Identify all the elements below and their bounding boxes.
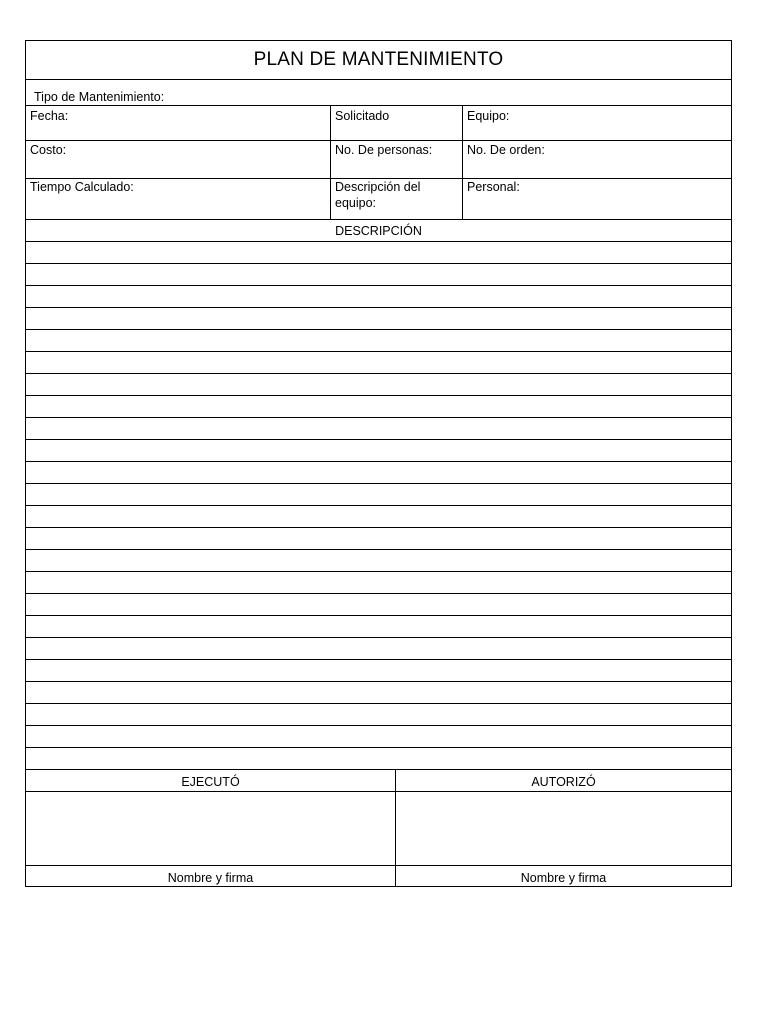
- ejecuto-label: EJECUTÓ: [181, 774, 240, 789]
- orden-field[interactable]: [463, 141, 731, 178]
- descripcion-equipo-label: Descripción del equipo:: [335, 180, 421, 210]
- description-line[interactable]: [25, 439, 732, 461]
- descripcion-equipo-field[interactable]: [331, 179, 463, 219]
- description-line[interactable]: [25, 461, 732, 483]
- tiempo-field[interactable]: [26, 179, 331, 219]
- autorizo-signature-box[interactable]: [396, 792, 731, 865]
- equipo-field[interactable]: [463, 106, 731, 140]
- description-line[interactable]: [25, 527, 732, 549]
- maintenance-plan-form: [25, 40, 732, 887]
- ejecuto-header: [26, 770, 396, 791]
- description-line[interactable]: [25, 681, 732, 703]
- description-line[interactable]: [25, 263, 732, 285]
- autorizo-footer: [396, 866, 731, 886]
- description-line[interactable]: [25, 417, 732, 439]
- description-line[interactable]: [25, 241, 732, 263]
- personas-field[interactable]: [331, 141, 463, 178]
- info-row-2: [25, 140, 732, 178]
- description-line[interactable]: [25, 351, 732, 373]
- fecha-field[interactable]: [26, 106, 331, 140]
- info-row-1: [25, 105, 732, 140]
- solicitado-field[interactable]: [331, 106, 463, 140]
- description-line[interactable]: [25, 373, 732, 395]
- maintenance-type-row: [25, 79, 732, 105]
- costo-field[interactable]: [26, 141, 331, 178]
- description-line[interactable]: [25, 329, 732, 351]
- description-lines: [25, 241, 732, 769]
- signature-footer-row: [25, 865, 732, 887]
- description-line[interactable]: [25, 307, 732, 329]
- autorizo-label: AUTORIZÓ: [531, 774, 596, 789]
- ejecuto-footer: [26, 866, 396, 886]
- orden-label: No. De orden:: [467, 143, 545, 157]
- autorizo-name-sign-label: Nombre y firma: [520, 870, 607, 885]
- description-header-label: DESCRIPCIÓN: [335, 223, 422, 238]
- form-title: PLAN DE MANTENIMIENTO: [253, 49, 504, 70]
- maintenance-type-label: Tipo de Mantenimiento:: [34, 90, 165, 104]
- solicitado-label: Solicitado: [335, 109, 390, 123]
- equipo-label: Equipo:: [467, 109, 510, 123]
- personal-field[interactable]: [463, 179, 731, 219]
- description-line[interactable]: [25, 483, 732, 505]
- ejecuto-name-sign-label: Nombre y firma: [167, 870, 254, 885]
- personal-label: Personal:: [467, 180, 520, 194]
- description-line[interactable]: [25, 747, 732, 769]
- description-line[interactable]: [25, 703, 732, 725]
- costo-label: Costo:: [30, 143, 67, 157]
- description-line[interactable]: [25, 659, 732, 681]
- description-line[interactable]: [25, 615, 732, 637]
- ejecuto-signature-box[interactable]: [26, 792, 396, 865]
- title-row: [25, 40, 732, 79]
- tiempo-label: Tiempo Calculado:: [30, 180, 134, 194]
- autorizo-header: [396, 770, 731, 791]
- info-row-3: [25, 178, 732, 219]
- signature-header-row: [25, 769, 732, 791]
- description-line[interactable]: [25, 395, 732, 417]
- description-line[interactable]: [25, 725, 732, 747]
- description-line[interactable]: [25, 505, 732, 527]
- description-line[interactable]: [25, 285, 732, 307]
- fecha-label: Fecha:: [30, 109, 69, 123]
- description-line[interactable]: [25, 593, 732, 615]
- description-line[interactable]: [25, 637, 732, 659]
- signature-space-row: [25, 791, 732, 865]
- description-line[interactable]: [25, 549, 732, 571]
- personas-label: No. De personas:: [335, 143, 433, 157]
- description-header: [25, 219, 732, 241]
- description-line[interactable]: [25, 571, 732, 593]
